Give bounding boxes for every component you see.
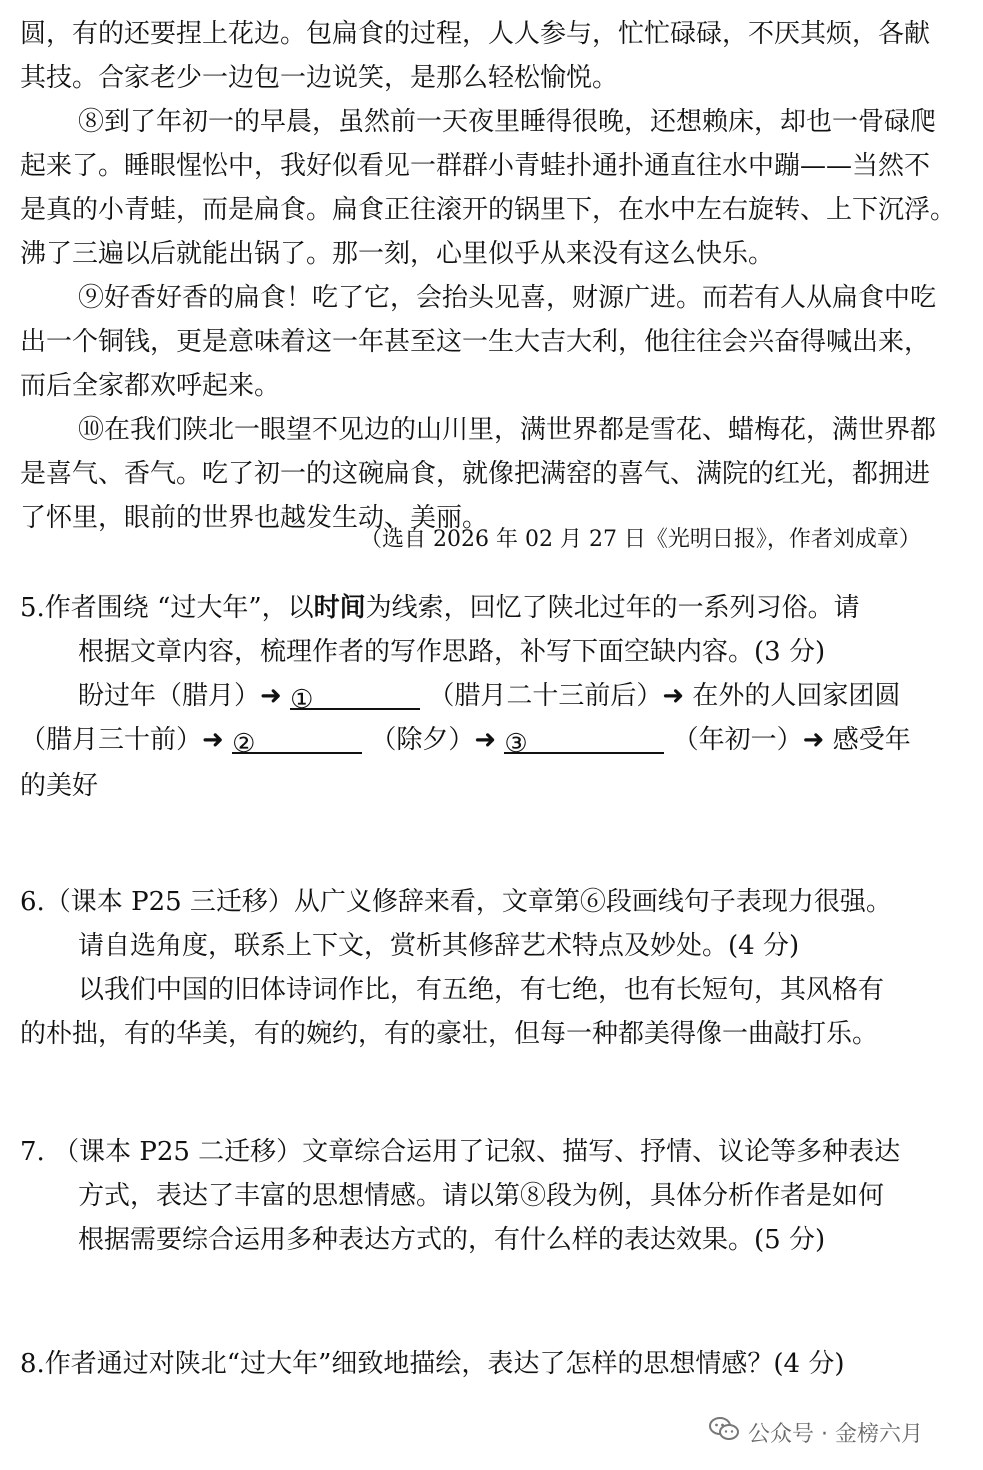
q5-bold-keyword: 时间 (313, 593, 366, 623)
article-line: 是真的小青蛙，而是扁食。扁食正往滚开的锅里下，在水中左右旋转、上下沉浮。 (20, 195, 957, 225)
q5-flow-row-1 (78, 674, 963, 718)
article-line: 其技。合家老少一边包一边说笑，是那么轻松愉悦。 (20, 63, 619, 93)
article-line: 出一个铜钱，更是意味着这一年甚至这一生大吉大利，他往往会兴奋得喊出来， (20, 327, 931, 357)
answer-blank-2[interactable] (232, 722, 362, 759)
article-line: 是喜气、香气。吃了初一的这碗扁食，就像把满窑的喜气、满院的红光，都拥进 (20, 459, 931, 489)
question-5-line-1 (20, 586, 965, 630)
question-7-line-2: 方式，表达了丰富的思想情感。请以第⑧段为例，具体分析作者是如何 (78, 1181, 885, 1211)
paragraph-10-start: ⑩在我们陕北一眼望不见边的山川里，满世界都是雪花、蜡梅花，满世界都 (78, 415, 937, 445)
q5-flow-row-2 (20, 718, 965, 762)
q5-flow-text: （年初一）➜ 感受年 (664, 725, 911, 755)
article-source: （选自 2026 年 02 月 27 日《光明日报》，作者刘成章） (360, 527, 921, 552)
paragraph-9-start: ⑨好香好香的扁食！吃了它，会抬头见喜，财源广进。而若有人从扁食中吃 (78, 283, 937, 313)
answer-blank-1[interactable] (290, 678, 420, 715)
watermark (708, 1412, 923, 1452)
blank-number: ② (232, 729, 256, 759)
article-line: 起来了。睡眼惺忪中，我好似看见一群群小青蛙扑通扑通直往水中蹦——当然不 (20, 151, 931, 181)
question-6-line-1: 6.（课本 P25 三迁移）从广义修辞来看，文章第⑥段画线句子表现力很强。 (20, 887, 892, 917)
q6-quote-line-1: 以我们中国的旧体诗词作比，有五绝，有七绝，也有长短句，其风格有 (78, 975, 885, 1005)
q5-flow-text: （除夕）➜ (362, 725, 505, 755)
q5-flow-text: （腊月三十前）➜ (20, 725, 233, 755)
q5-flow-text: 盼过年（腊月）➜ (78, 681, 291, 711)
watermark-text: 公众号 · 金榜六月 (748, 1421, 923, 1447)
q5-text-a: 5.作者围绕 “过大年”，以 (20, 593, 314, 623)
question-8-line-1: 8.作者通过对陕北“过大年”细致地描绘，表达了怎样的思想情感？(4 分) (20, 1349, 845, 1379)
question-7-line-1: 7. （课本 P25 二迁移）文章综合运用了记叙、描写、抒情、议论等多种表达 (20, 1137, 901, 1167)
paragraph-8-start: ⑧到了年初一的早晨，虽然前一天夜里睡得很晚，还想赖床，却也一骨碌爬 (78, 107, 937, 137)
wechat-icon (708, 1416, 740, 1448)
question-5-line-2: 根据文章内容，梳理作者的写作思路，补写下面空缺内容。(3 分) (78, 637, 826, 667)
article-line: 沸了三遍以后就能出锅了。那一刻，心里似乎从来没有这么快乐。 (20, 239, 775, 269)
answer-blank-3[interactable] (504, 722, 664, 759)
q5-flow-text: （腊月二十三前后）➜ 在外的人回家团圆 (420, 681, 901, 711)
article-line: 了怀里，眼前的世界也越发生动、美丽。 (20, 503, 489, 533)
article-line: 而后全家都欢呼起来。 (20, 371, 281, 401)
question-7-line-3: 根据需要综合运用多种表达方式的，有什么样的表达效果。(5 分) (78, 1225, 826, 1255)
q5-text-b: 为线索，回忆了陕北过年的一系列习俗。请 (365, 593, 860, 623)
article-line: 圆，有的还要捏上花边。包扁食的过程，人人参与，忙忙碌碌，不厌其烦，各献 (20, 19, 931, 49)
q5-flow-row-3: 的美好 (20, 771, 99, 801)
blank-number: ③ (504, 729, 528, 759)
q6-quote-line-2: 的朴拙，有的华美，有的婉约，有的豪壮，但每一种都美得像一曲敲打乐。 (20, 1019, 879, 1049)
blank-number: ① (290, 685, 314, 715)
question-6-line-2: 请自选角度，联系上下文，赏析其修辞艺术特点及妙处。(4 分) (78, 931, 800, 961)
